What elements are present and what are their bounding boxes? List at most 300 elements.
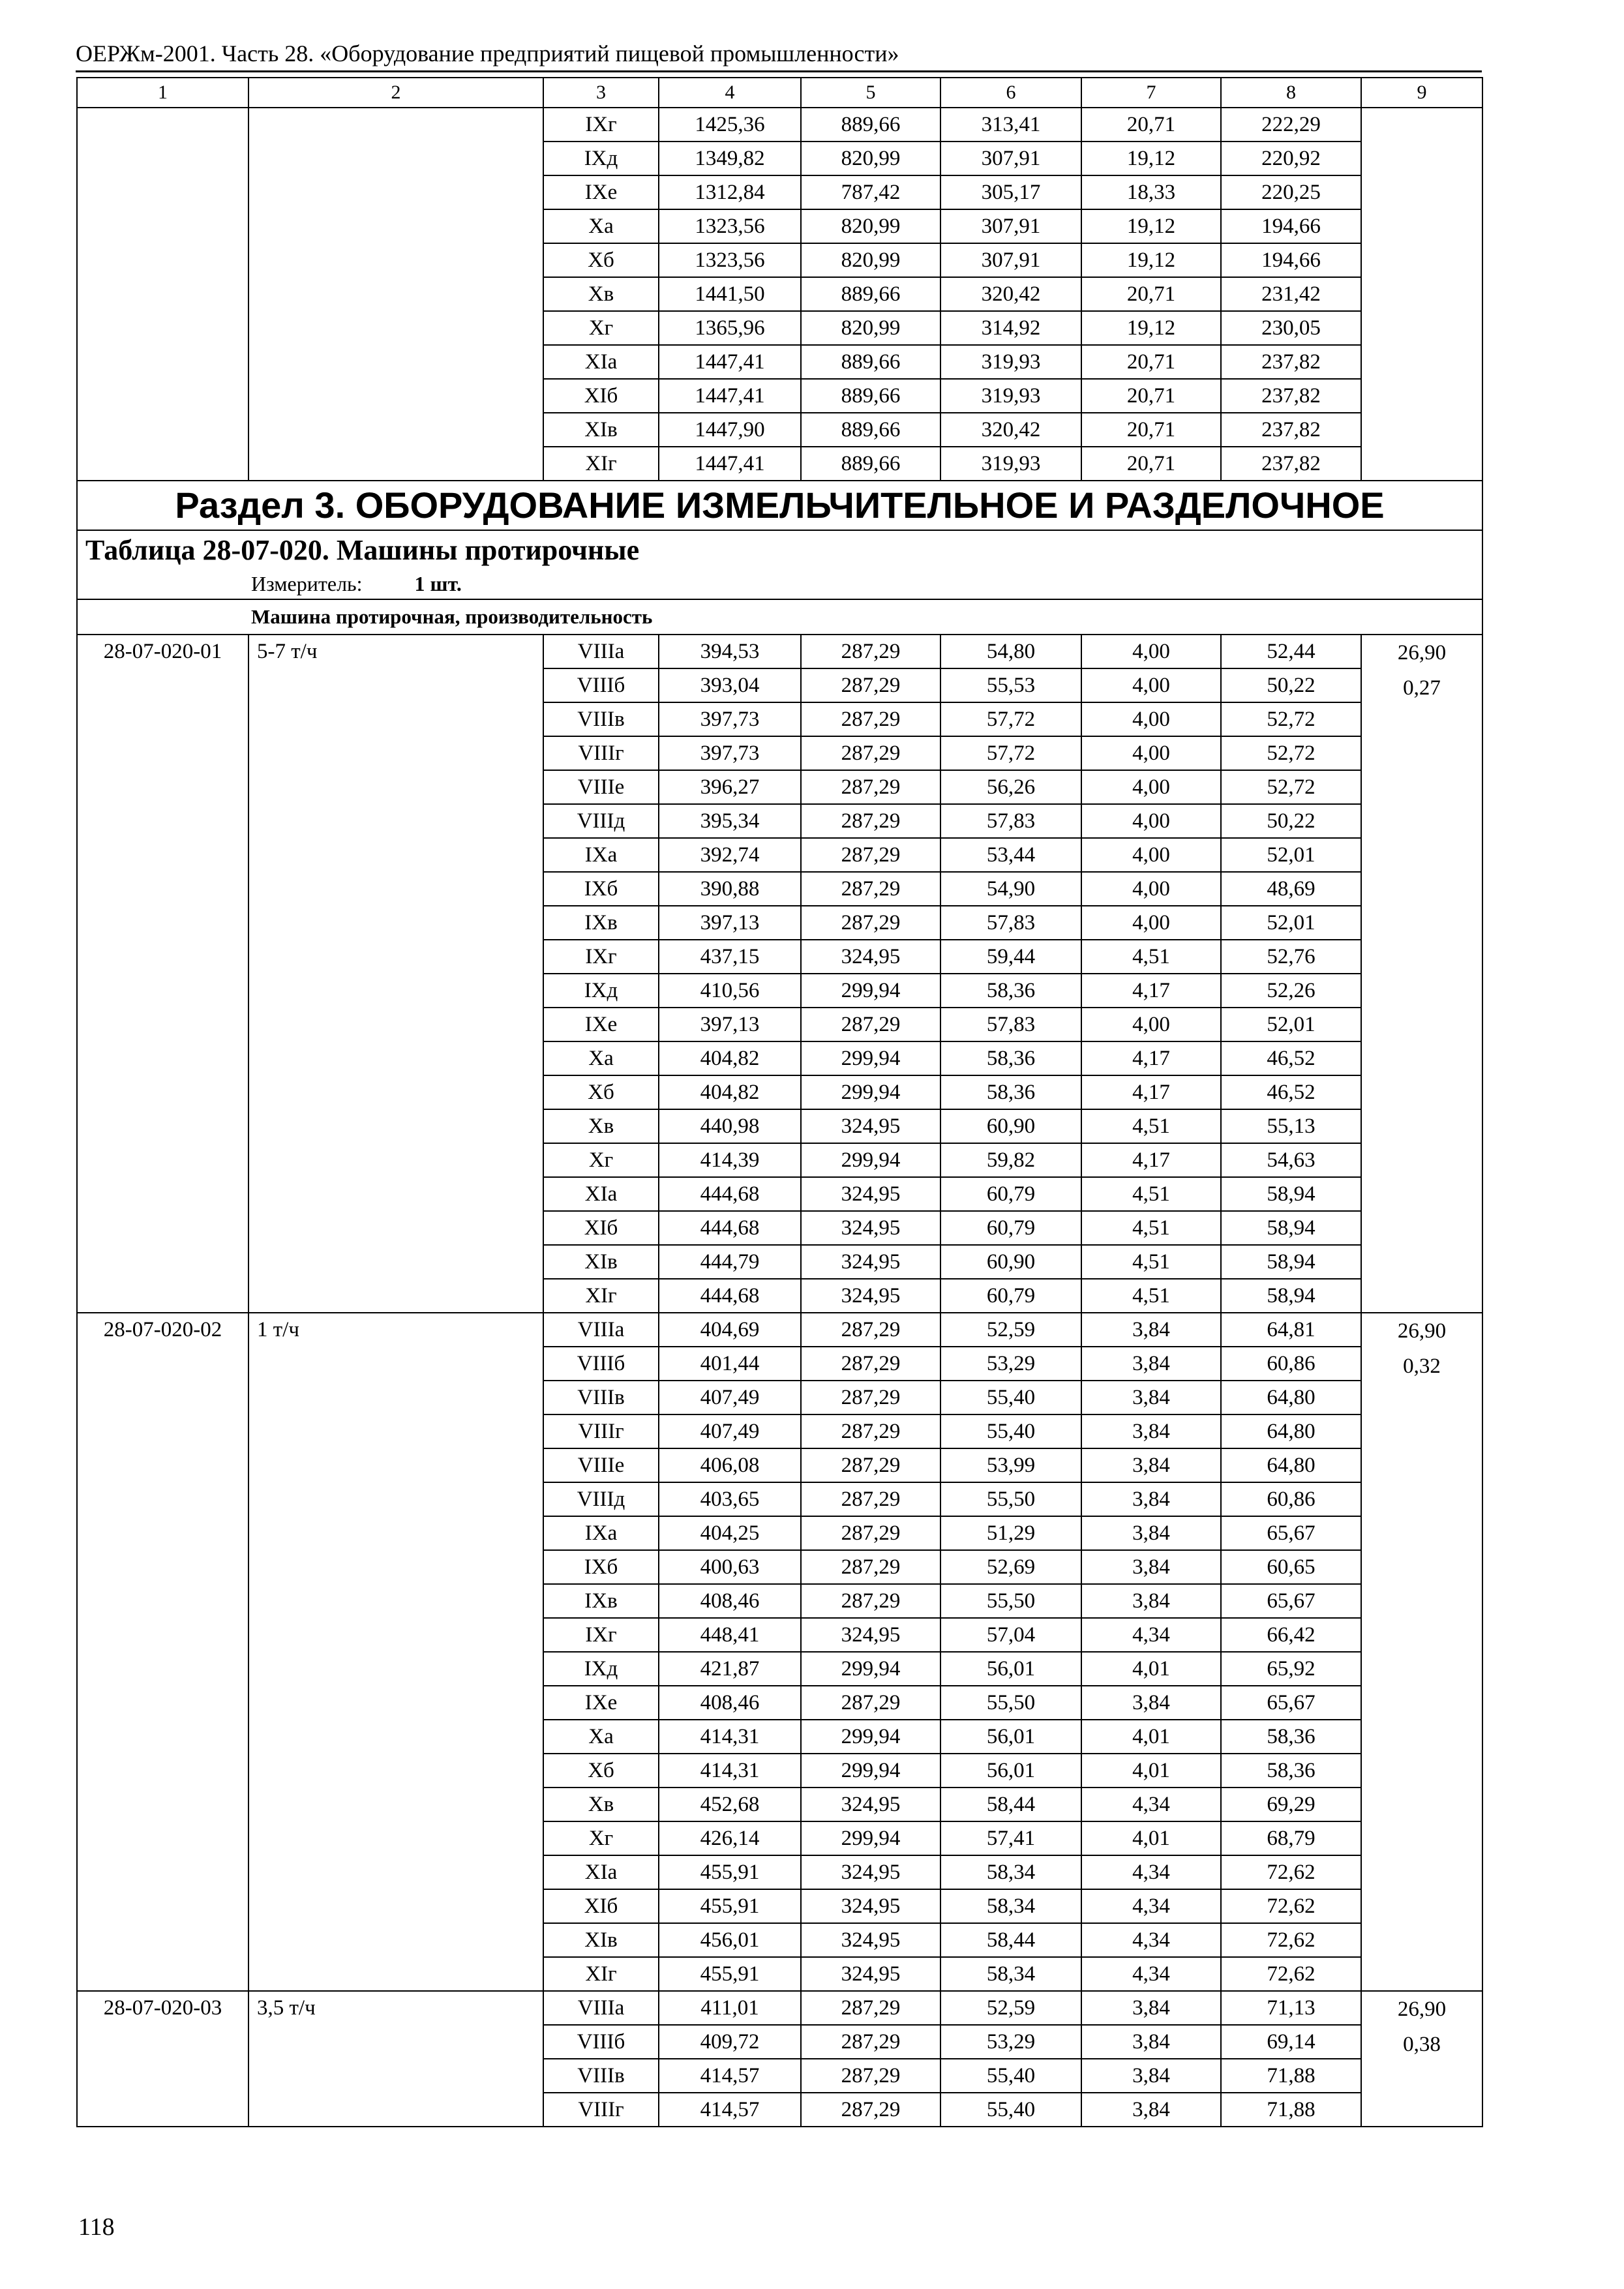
table-title-block bbox=[77, 530, 1482, 599]
value-cell: 397,73 bbox=[659, 736, 801, 770]
zone-cell: IXг bbox=[543, 940, 659, 974]
value-cell: 71,88 bbox=[1221, 2093, 1361, 2127]
value-cell: 4,00 bbox=[1081, 702, 1221, 736]
value-cell: 299,94 bbox=[801, 1720, 940, 1754]
value-cell: 52,26 bbox=[1221, 974, 1361, 1008]
value-cell: 889,66 bbox=[801, 413, 940, 447]
value-cell: 3,84 bbox=[1081, 2025, 1221, 2059]
zone-cell: Xв bbox=[543, 1788, 659, 1821]
zone-cell: IXб bbox=[543, 872, 659, 906]
value-cell: 287,29 bbox=[801, 2025, 940, 2059]
value-cell: 404,82 bbox=[659, 1075, 801, 1109]
zone-cell: IXг bbox=[543, 1618, 659, 1652]
value-cell: 411,01 bbox=[659, 1991, 801, 2025]
description-cell: 1 т/ч bbox=[248, 1313, 543, 1991]
value-cell: 1323,56 bbox=[659, 209, 801, 243]
value-cell: 397,13 bbox=[659, 1008, 801, 1041]
value-cell: 314,92 bbox=[940, 311, 1081, 345]
value-cell: 64,80 bbox=[1221, 1414, 1361, 1448]
value-cell: 287,29 bbox=[801, 770, 940, 804]
value-cell: 440,98 bbox=[659, 1109, 801, 1143]
value-cell: 889,66 bbox=[801, 345, 940, 379]
column-number: 5 bbox=[801, 78, 940, 108]
value-cell: 400,63 bbox=[659, 1550, 801, 1584]
value-cell: 72,62 bbox=[1221, 1889, 1361, 1923]
value-cell: 287,29 bbox=[801, 1686, 940, 1720]
value-cell: 299,94 bbox=[801, 1754, 940, 1788]
value-cell: 57,83 bbox=[940, 906, 1081, 940]
value-cell: 19,12 bbox=[1081, 243, 1221, 277]
col9-cell bbox=[1361, 1991, 1482, 2127]
value-cell: 396,27 bbox=[659, 770, 801, 804]
value-cell: 52,72 bbox=[1221, 770, 1361, 804]
value-cell: 319,93 bbox=[940, 379, 1081, 413]
value-cell: 48,69 bbox=[1221, 872, 1361, 906]
value-cell: 60,79 bbox=[940, 1211, 1081, 1245]
value-cell: 324,95 bbox=[801, 1855, 940, 1889]
value-cell: 65,67 bbox=[1221, 1686, 1361, 1720]
value-cell: 52,76 bbox=[1221, 940, 1361, 974]
value-cell: 57,72 bbox=[940, 702, 1081, 736]
col9-value: 0,27 bbox=[1403, 676, 1441, 700]
value-cell: 72,62 bbox=[1221, 1957, 1361, 1991]
value-cell: 46,52 bbox=[1221, 1075, 1361, 1109]
value-cell: 60,90 bbox=[940, 1109, 1081, 1143]
value-cell: 324,95 bbox=[801, 1923, 940, 1957]
value-cell: 4,17 bbox=[1081, 1143, 1221, 1177]
value-cell: 60,86 bbox=[1221, 1347, 1361, 1381]
value-cell: 58,44 bbox=[940, 1923, 1081, 1957]
value-cell: 287,29 bbox=[801, 702, 940, 736]
value-cell: 287,29 bbox=[801, 1414, 940, 1448]
value-cell: 68,79 bbox=[1221, 1821, 1361, 1855]
value-cell: 4,51 bbox=[1081, 1245, 1221, 1279]
value-cell: 3,84 bbox=[1081, 1313, 1221, 1347]
col9-value: 26,90 bbox=[1397, 641, 1447, 665]
description-cell bbox=[248, 108, 543, 481]
value-cell: 3,84 bbox=[1081, 1550, 1221, 1584]
value-cell: 3,84 bbox=[1081, 2093, 1221, 2127]
value-cell: 287,29 bbox=[801, 838, 940, 872]
value-cell: 410,56 bbox=[659, 974, 801, 1008]
value-cell: 299,94 bbox=[801, 1041, 940, 1075]
value-cell: 1447,41 bbox=[659, 379, 801, 413]
value-cell: 55,50 bbox=[940, 1686, 1081, 1720]
value-cell: 60,79 bbox=[940, 1279, 1081, 1313]
unit-line bbox=[78, 569, 1482, 599]
value-cell: 4,01 bbox=[1081, 1754, 1221, 1788]
zone-cell: IXд bbox=[543, 142, 659, 175]
value-cell: 4,00 bbox=[1081, 668, 1221, 702]
value-cell: 1349,82 bbox=[659, 142, 801, 175]
value-cell: 3,84 bbox=[1081, 1482, 1221, 1516]
value-cell: 1312,84 bbox=[659, 175, 801, 209]
value-cell: 299,94 bbox=[801, 1821, 940, 1855]
table-row bbox=[77, 108, 1482, 142]
value-cell: 299,94 bbox=[801, 1075, 940, 1109]
value-cell: 20,71 bbox=[1081, 108, 1221, 142]
value-cell: 403,65 bbox=[659, 1482, 801, 1516]
value-cell: 52,72 bbox=[1221, 736, 1361, 770]
value-cell: 64,80 bbox=[1221, 1381, 1361, 1414]
zone-cell: XIг bbox=[543, 447, 659, 481]
value-cell: 408,46 bbox=[659, 1686, 801, 1720]
value-cell: 455,91 bbox=[659, 1889, 801, 1923]
page-number: 118 bbox=[78, 2213, 115, 2241]
value-cell: 414,39 bbox=[659, 1143, 801, 1177]
value-cell: 404,69 bbox=[659, 1313, 801, 1347]
value-cell: 58,94 bbox=[1221, 1245, 1361, 1279]
zone-cell: Xг bbox=[543, 1143, 659, 1177]
value-cell: 1447,90 bbox=[659, 413, 801, 447]
value-cell: 4,34 bbox=[1081, 1618, 1221, 1652]
value-cell: 393,04 bbox=[659, 668, 801, 702]
value-cell: 4,01 bbox=[1081, 1821, 1221, 1855]
value-cell: 395,34 bbox=[659, 804, 801, 838]
column-number: 7 bbox=[1081, 78, 1221, 108]
zone-cell: Xб bbox=[543, 243, 659, 277]
description-cell: 3,5 т/ч bbox=[248, 1991, 543, 2127]
value-cell: 324,95 bbox=[801, 1211, 940, 1245]
zone-cell: Xб bbox=[543, 1075, 659, 1109]
column-number: 1 bbox=[77, 78, 248, 108]
value-cell: 452,68 bbox=[659, 1788, 801, 1821]
value-cell: 307,91 bbox=[940, 142, 1081, 175]
zone-cell: VIIIа bbox=[543, 1313, 659, 1347]
value-cell: 65,67 bbox=[1221, 1584, 1361, 1618]
value-cell: 820,99 bbox=[801, 209, 940, 243]
value-cell: 4,00 bbox=[1081, 770, 1221, 804]
value-cell: 320,42 bbox=[940, 413, 1081, 447]
value-cell: 287,29 bbox=[801, 1448, 940, 1482]
value-cell: 1447,41 bbox=[659, 447, 801, 481]
value-cell: 222,29 bbox=[1221, 108, 1361, 142]
zone-cell: IXа bbox=[543, 838, 659, 872]
value-cell: 444,79 bbox=[659, 1245, 801, 1279]
zone-cell: XIб bbox=[543, 1211, 659, 1245]
value-cell: 52,01 bbox=[1221, 906, 1361, 940]
value-cell: 889,66 bbox=[801, 277, 940, 311]
value-cell: 299,94 bbox=[801, 1652, 940, 1686]
col9-cell bbox=[1361, 635, 1482, 1313]
value-cell: 4,00 bbox=[1081, 804, 1221, 838]
value-cell: 1447,41 bbox=[659, 345, 801, 379]
unit-label: Измеритель: bbox=[251, 572, 363, 595]
zone-cell: XIв bbox=[543, 1923, 659, 1957]
value-cell: 60,65 bbox=[1221, 1550, 1361, 1584]
value-cell: 58,34 bbox=[940, 1889, 1081, 1923]
zone-cell: XIв bbox=[543, 413, 659, 447]
code-cell bbox=[77, 108, 248, 481]
value-cell: 57,04 bbox=[940, 1618, 1081, 1652]
value-cell: 437,15 bbox=[659, 940, 801, 974]
value-cell: 313,41 bbox=[940, 108, 1081, 142]
value-cell: 58,34 bbox=[940, 1957, 1081, 1991]
value-cell: 55,13 bbox=[1221, 1109, 1361, 1143]
value-cell: 237,82 bbox=[1221, 447, 1361, 481]
value-cell: 324,95 bbox=[801, 1957, 940, 1991]
running-header: ОЕРЖм-2001. Часть 28. «Оборудование предприятий пищевой промышленности» bbox=[76, 40, 899, 67]
value-cell: 3,84 bbox=[1081, 1686, 1221, 1720]
value-cell: 52,01 bbox=[1221, 838, 1361, 872]
value-cell: 19,12 bbox=[1081, 311, 1221, 345]
value-cell: 52,59 bbox=[940, 1313, 1081, 1347]
table-row bbox=[77, 1991, 1482, 2025]
value-cell: 57,72 bbox=[940, 736, 1081, 770]
column-number: 9 bbox=[1361, 78, 1482, 108]
value-cell: 52,69 bbox=[940, 1550, 1081, 1584]
value-cell: 287,29 bbox=[801, 1516, 940, 1550]
zone-cell: VIIIв bbox=[543, 1381, 659, 1414]
value-cell: 324,95 bbox=[801, 1618, 940, 1652]
value-cell: 889,66 bbox=[801, 379, 940, 413]
zone-cell: IXе bbox=[543, 1008, 659, 1041]
value-cell: 448,41 bbox=[659, 1618, 801, 1652]
rates-table bbox=[76, 77, 1483, 2127]
zone-cell: Xв bbox=[543, 1109, 659, 1143]
value-cell: 55,53 bbox=[940, 668, 1081, 702]
col9-value: 0,38 bbox=[1403, 2033, 1441, 2056]
value-cell: 56,01 bbox=[940, 1754, 1081, 1788]
value-cell: 287,29 bbox=[801, 1550, 940, 1584]
value-cell: 4,00 bbox=[1081, 838, 1221, 872]
value-cell: 55,40 bbox=[940, 1414, 1081, 1448]
value-cell: 20,71 bbox=[1081, 345, 1221, 379]
value-cell: 1323,56 bbox=[659, 243, 801, 277]
value-cell: 4,17 bbox=[1081, 974, 1221, 1008]
value-cell: 3,84 bbox=[1081, 2059, 1221, 2093]
value-cell: 426,14 bbox=[659, 1821, 801, 1855]
value-cell: 3,84 bbox=[1081, 1414, 1221, 1448]
value-cell: 4,00 bbox=[1081, 635, 1221, 668]
value-cell: 287,29 bbox=[801, 872, 940, 906]
zone-cell: Xг bbox=[543, 1821, 659, 1855]
value-cell: 3,84 bbox=[1081, 1991, 1221, 2025]
value-cell: 4,34 bbox=[1081, 1923, 1221, 1957]
value-cell: 52,01 bbox=[1221, 1008, 1361, 1041]
zone-cell: XIб bbox=[543, 379, 659, 413]
zone-cell: IXб bbox=[543, 1550, 659, 1584]
value-cell: 57,83 bbox=[940, 804, 1081, 838]
value-cell: 57,83 bbox=[940, 1008, 1081, 1041]
value-cell: 237,82 bbox=[1221, 413, 1361, 447]
value-cell: 287,29 bbox=[801, 804, 940, 838]
value-cell: 60,90 bbox=[940, 1245, 1081, 1279]
zone-cell: IXв bbox=[543, 906, 659, 940]
col9-value: 26,90 bbox=[1397, 1319, 1447, 1343]
value-cell: 287,29 bbox=[801, 2059, 940, 2093]
table-title: Таблица 28-07-020. Машины протирочные bbox=[85, 534, 640, 566]
value-cell: 1365,96 bbox=[659, 311, 801, 345]
zone-cell: XIа bbox=[543, 345, 659, 379]
value-cell: 72,62 bbox=[1221, 1855, 1361, 1889]
value-cell: 444,68 bbox=[659, 1211, 801, 1245]
value-cell: 65,67 bbox=[1221, 1516, 1361, 1550]
zone-cell: VIIIа bbox=[543, 1991, 659, 2025]
value-cell: 404,25 bbox=[659, 1516, 801, 1550]
value-cell: 820,99 bbox=[801, 142, 940, 175]
value-cell: 57,41 bbox=[940, 1821, 1081, 1855]
value-cell: 1441,50 bbox=[659, 277, 801, 311]
value-cell: 237,82 bbox=[1221, 345, 1361, 379]
value-cell: 820,99 bbox=[801, 311, 940, 345]
value-cell: 287,29 bbox=[801, 668, 940, 702]
value-cell: 324,95 bbox=[801, 1109, 940, 1143]
value-cell: 3,84 bbox=[1081, 1448, 1221, 1482]
value-cell: 54,80 bbox=[940, 635, 1081, 668]
value-cell: 60,86 bbox=[1221, 1482, 1361, 1516]
value-cell: 64,80 bbox=[1221, 1448, 1361, 1482]
value-cell: 4,51 bbox=[1081, 1109, 1221, 1143]
code-cell: 28-07-020-03 bbox=[77, 1991, 248, 2127]
value-cell: 421,87 bbox=[659, 1652, 801, 1686]
value-cell: 56,01 bbox=[940, 1652, 1081, 1686]
code-cell: 28-07-020-02 bbox=[77, 1313, 248, 1991]
value-cell: 20,71 bbox=[1081, 379, 1221, 413]
value-cell: 3,84 bbox=[1081, 1584, 1221, 1618]
value-cell: 52,59 bbox=[940, 1991, 1081, 2025]
value-cell: 407,49 bbox=[659, 1414, 801, 1448]
value-cell: 324,95 bbox=[801, 1889, 940, 1923]
header-rule bbox=[76, 70, 1482, 72]
value-cell: 53,99 bbox=[940, 1448, 1081, 1482]
value-cell: 414,31 bbox=[659, 1720, 801, 1754]
value-cell: 889,66 bbox=[801, 108, 940, 142]
zone-cell: VIIIв bbox=[543, 702, 659, 736]
value-cell: 46,52 bbox=[1221, 1041, 1361, 1075]
value-cell: 444,68 bbox=[659, 1177, 801, 1211]
value-cell: 889,66 bbox=[801, 447, 940, 481]
zone-cell: IXе bbox=[543, 1686, 659, 1720]
zone-cell: IXа bbox=[543, 1516, 659, 1550]
value-cell: 392,74 bbox=[659, 838, 801, 872]
zone-cell: VIIIб bbox=[543, 1347, 659, 1381]
value-cell: 401,44 bbox=[659, 1347, 801, 1381]
column-number-row bbox=[77, 78, 1482, 108]
value-cell: 55,40 bbox=[940, 1381, 1081, 1414]
value-cell: 299,94 bbox=[801, 974, 940, 1008]
value-cell: 18,33 bbox=[1081, 175, 1221, 209]
value-cell: 4,34 bbox=[1081, 1788, 1221, 1821]
zone-cell: Xв bbox=[543, 277, 659, 311]
value-cell: 58,36 bbox=[940, 974, 1081, 1008]
value-cell: 58,36 bbox=[940, 1041, 1081, 1075]
zone-cell: XIг bbox=[543, 1279, 659, 1313]
value-cell: 59,44 bbox=[940, 940, 1081, 974]
value-cell: 4,34 bbox=[1081, 1855, 1221, 1889]
col9-cell bbox=[1361, 108, 1482, 481]
value-cell: 50,22 bbox=[1221, 804, 1361, 838]
value-cell: 307,91 bbox=[940, 209, 1081, 243]
value-cell: 65,92 bbox=[1221, 1652, 1361, 1686]
zone-cell: Xа bbox=[543, 209, 659, 243]
zone-cell: IXг bbox=[543, 108, 659, 142]
value-cell: 455,91 bbox=[659, 1957, 801, 1991]
value-cell: 397,73 bbox=[659, 702, 801, 736]
col9-value: 26,90 bbox=[1397, 1997, 1447, 2021]
column-number: 4 bbox=[659, 78, 801, 108]
value-cell: 55,50 bbox=[940, 1482, 1081, 1516]
value-cell: 237,82 bbox=[1221, 379, 1361, 413]
value-cell: 820,99 bbox=[801, 243, 940, 277]
section-title: Раздел 3. ОБОРУДОВАНИЕ ИЗМЕЛЬЧИТЕЛЬНОЕ И РАЗДЕЛОЧНОЕ bbox=[77, 481, 1482, 530]
zone-cell: VIIIе bbox=[543, 770, 659, 804]
value-cell: 456,01 bbox=[659, 1923, 801, 1957]
value-cell: 220,25 bbox=[1221, 175, 1361, 209]
value-cell: 455,91 bbox=[659, 1855, 801, 1889]
zone-cell: XIб bbox=[543, 1889, 659, 1923]
zone-cell: VIIIг bbox=[543, 2093, 659, 2127]
value-cell: 324,95 bbox=[801, 1788, 940, 1821]
zone-cell: Xб bbox=[543, 1754, 659, 1788]
value-cell: 20,71 bbox=[1081, 447, 1221, 481]
column-number: 6 bbox=[940, 78, 1081, 108]
value-cell: 53,29 bbox=[940, 2025, 1081, 2059]
value-cell: 58,36 bbox=[940, 1075, 1081, 1109]
value-cell: 287,29 bbox=[801, 1313, 940, 1347]
value-cell: 4,17 bbox=[1081, 1041, 1221, 1075]
column-number: 3 bbox=[543, 78, 659, 108]
value-cell: 194,66 bbox=[1221, 209, 1361, 243]
value-cell: 324,95 bbox=[801, 940, 940, 974]
value-cell: 287,29 bbox=[801, 1584, 940, 1618]
zone-cell: IXе bbox=[543, 175, 659, 209]
zone-cell: VIIIд bbox=[543, 1482, 659, 1516]
value-cell: 56,26 bbox=[940, 770, 1081, 804]
value-cell: 444,68 bbox=[659, 1279, 801, 1313]
value-cell: 407,49 bbox=[659, 1381, 801, 1414]
value-cell: 51,29 bbox=[940, 1516, 1081, 1550]
value-cell: 4,51 bbox=[1081, 1211, 1221, 1245]
value-cell: 1425,36 bbox=[659, 108, 801, 142]
value-cell: 390,88 bbox=[659, 872, 801, 906]
description-cell: 5-7 т/ч bbox=[248, 635, 543, 1313]
col9-value: 0,32 bbox=[1403, 1354, 1441, 1378]
value-cell: 58,94 bbox=[1221, 1211, 1361, 1245]
zone-cell: XIг bbox=[543, 1957, 659, 1991]
value-cell: 4,17 bbox=[1081, 1075, 1221, 1109]
value-cell: 320,42 bbox=[940, 277, 1081, 311]
value-cell: 414,31 bbox=[659, 1754, 801, 1788]
value-cell: 54,63 bbox=[1221, 1143, 1361, 1177]
value-cell: 4,01 bbox=[1081, 1720, 1221, 1754]
value-cell: 230,05 bbox=[1221, 311, 1361, 345]
zone-cell: IXд bbox=[543, 974, 659, 1008]
value-cell: 71,88 bbox=[1221, 2059, 1361, 2093]
value-cell: 54,90 bbox=[940, 872, 1081, 906]
code-cell: 28-07-020-01 bbox=[77, 635, 248, 1313]
value-cell: 231,42 bbox=[1221, 277, 1361, 311]
zone-cell: Xа bbox=[543, 1720, 659, 1754]
value-cell: 4,51 bbox=[1081, 1279, 1221, 1313]
value-cell: 4,01 bbox=[1081, 1652, 1221, 1686]
zone-cell: XIа bbox=[543, 1855, 659, 1889]
zone-cell: IXд bbox=[543, 1652, 659, 1686]
value-cell: 324,95 bbox=[801, 1177, 940, 1211]
value-cell: 58,44 bbox=[940, 1788, 1081, 1821]
value-cell: 324,95 bbox=[801, 1245, 940, 1279]
value-cell: 287,29 bbox=[801, 1381, 940, 1414]
zone-cell: VIIIе bbox=[543, 1448, 659, 1482]
value-cell: 58,94 bbox=[1221, 1177, 1361, 1211]
value-cell: 55,40 bbox=[940, 2093, 1081, 2127]
value-cell: 53,44 bbox=[940, 838, 1081, 872]
value-cell: 20,71 bbox=[1081, 277, 1221, 311]
value-cell: 58,34 bbox=[940, 1855, 1081, 1889]
value-cell: 409,72 bbox=[659, 2025, 801, 2059]
value-cell: 299,94 bbox=[801, 1143, 940, 1177]
value-cell: 404,82 bbox=[659, 1041, 801, 1075]
